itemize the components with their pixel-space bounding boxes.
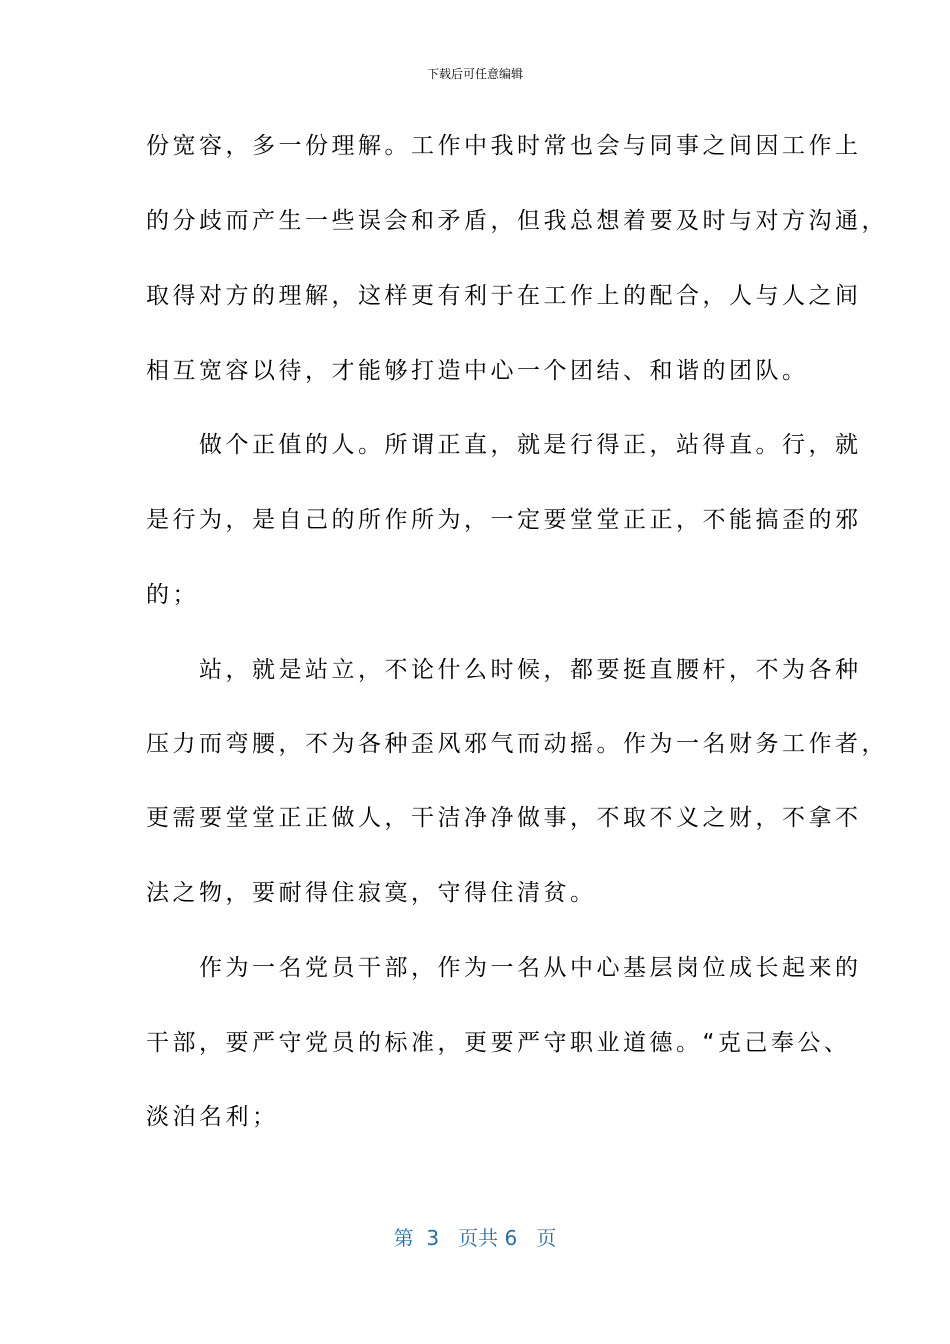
text-line: 份宽容，多一份理解。工作中我时常也会与同事之间因工作上: [146, 133, 862, 159]
text-line: 的；: [146, 582, 199, 608]
text-line: 相互宽容以待，才能够打造中心一个团结、和谐的团队。: [146, 358, 809, 384]
text-line: 站，就是站立，不论什么时候，都要挺直腰杆，不为各种: [146, 657, 862, 683]
page-header: 下载后可任意编辑: [426, 67, 523, 81]
text-line: 干部，要严守党员的标准，更要严守职业道德。“克己奉公、: [146, 1030, 851, 1056]
text-line: 更需要堂堂正正做人，干洁净净做事，不取不义之财，不拿不: [146, 805, 862, 831]
text-line: 的分歧而产生一些误会和矛盾，但我总想着要及时与对方沟通，: [146, 208, 888, 234]
text-line: 法之物，要耐得住寂寞，守得住清贫。: [146, 880, 597, 906]
page-number-footer: 第 3 页共 6 页: [393, 1226, 557, 1250]
text-line: 做个正值的人。所谓正直，就是行得正，站得直。行，就: [146, 432, 862, 458]
text-line: 取得对方的理解，这样更有利于在工作上的配合，人与人之间: [146, 283, 862, 309]
text-line: 淡泊名利；: [146, 1104, 279, 1130]
text-line: 压力而弯腰，不为各种歪风邪气而动摇。作为一名财务工作者，: [146, 731, 888, 757]
text-line: 是行为，是自己的所作所为，一定要堂堂正正，不能搞歪的邪: [146, 507, 862, 533]
text-line: 作为一名党员干部，作为一名从中心基层岗位成长起来的: [146, 955, 862, 981]
